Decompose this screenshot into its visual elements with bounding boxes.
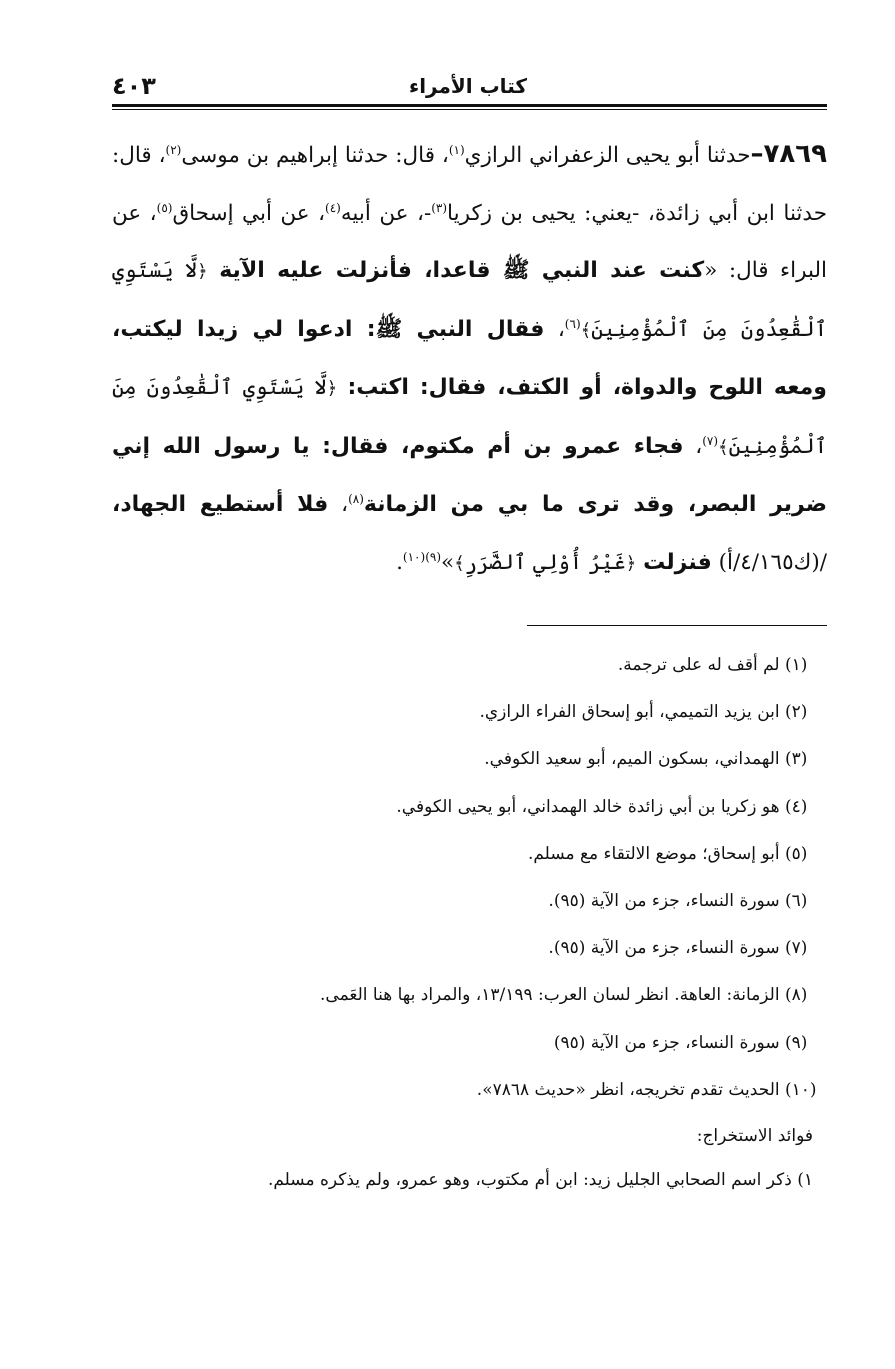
footnote-text: ابن يزيد التميمي، أبو إسحاق الفراء الرازي. bbox=[479, 702, 780, 723]
footnote-number: (٨) bbox=[785, 985, 808, 1006]
footnote-text: هو زكريا بن أبي زائدة خالد الهمداني، أبو يحيى الكوفي. bbox=[396, 796, 780, 817]
footnote-text: أبو إسحاق؛ موضع الالتقاء مع مسلم. bbox=[527, 843, 780, 864]
footnote-ref: (٧) bbox=[702, 433, 719, 448]
footnote-text: سورة النساء، جزء من الآية (٩٥). bbox=[548, 890, 780, 911]
full-stop: . bbox=[396, 549, 403, 575]
footnote-ref: (٦) bbox=[564, 316, 581, 331]
isnad-segment: -، عن أبيه bbox=[340, 200, 432, 226]
footnote-text: الهمداني، بسكون الميم، أبو سعيد الكوفي. bbox=[484, 749, 780, 770]
footnote-ref: (٨) bbox=[348, 491, 364, 506]
footnote-number: (٥) bbox=[785, 843, 808, 864]
footnote-item bbox=[112, 1020, 827, 1067]
footnote-number: (٤) bbox=[785, 796, 808, 817]
footnote-text: سورة النساء، جزء من الآية (٩٥). bbox=[548, 938, 780, 959]
footnote-item bbox=[112, 736, 827, 783]
hadith-text bbox=[112, 126, 827, 592]
footnote-item bbox=[112, 642, 827, 689]
footnote-item bbox=[112, 972, 827, 1019]
footnote-ref: (١) bbox=[448, 142, 465, 157]
footnote-ref: (٩) bbox=[425, 549, 442, 564]
quran-verse: لَّا يَسْتَوِي ٱلْقَٰعِدُونَ مِنَ ٱلْمُؤْمِنِينَ bbox=[112, 258, 827, 341]
isnad-segment: ، عن البراء قال: « bbox=[112, 200, 827, 283]
footnote-text: لم أقف له على ترجمة. bbox=[617, 655, 780, 675]
isnad-segment: ، عن أبي إسحاق bbox=[172, 200, 326, 226]
chapter-title: كتاب الأمراء bbox=[408, 74, 527, 98]
quran-bracket-close: ﴾ bbox=[718, 436, 729, 458]
fawaid-item: ١) ذكر اسم الصحابي الجليل زيد: ابن أم مكتوب، وهو عمرو، ولم يذكره مسلم. bbox=[267, 1169, 813, 1190]
hadith-number: ٧٨٦٩ bbox=[763, 139, 827, 169]
footnote-number: (٢) bbox=[785, 702, 808, 723]
footnote-ref: (٤) bbox=[325, 200, 341, 215]
quran-verse: غَيْرُ أُوْلِي ٱلضَّرَرِ bbox=[464, 549, 626, 574]
isnad-segment: حدثنا أبو يحيى الزعفراني الرازي bbox=[464, 143, 751, 168]
matn-bold: فقال النبي ﷺ: ادعوا لي زيدا ليكتب، ومعه اللوح والدواة، أو الكتف، فقال: اكتب: bbox=[112, 316, 827, 400]
footnote-ref: (٥) bbox=[156, 200, 173, 215]
quran-bracket-open: ﴿ bbox=[625, 552, 637, 574]
footnote-text: الزمانة: العاهة. انظر لسان العرب: ١٣/١٩٩، والمراد بها هنا العَمى. bbox=[320, 985, 780, 1006]
footnote-item bbox=[112, 831, 827, 878]
footnote-number: (٦) bbox=[785, 890, 808, 911]
quran-bracket-close: ﴾ bbox=[454, 552, 465, 574]
quran-bracket-close: ﴾ bbox=[580, 319, 592, 341]
header-rule-thick bbox=[112, 104, 827, 107]
footnote-separator bbox=[527, 625, 827, 626]
footnote-ref: (٣) bbox=[431, 200, 448, 215]
footnote-number: (٧) bbox=[785, 938, 808, 959]
separator: ، bbox=[683, 433, 703, 459]
matn-bold: فجاء عمرو بن أم مكتوم، فقال: يا رسول الله إني ضرير البصر، وقد ترى ما بي من الزمانة bbox=[112, 433, 827, 517]
header-rule-thin bbox=[112, 109, 827, 110]
footnote-item bbox=[112, 925, 827, 972]
isnad-segment: ، قال: حدثنا إبراهيم بن موسى bbox=[181, 143, 449, 168]
footnote-ref: (١٠) bbox=[402, 549, 426, 564]
footnote-number: (١) bbox=[785, 655, 808, 675]
separator: ، bbox=[544, 316, 565, 342]
matn-bold: فلا أستطيع الجهاد، bbox=[112, 492, 329, 517]
manuscript-ref: /(ك٤/١٦٥/أ) bbox=[711, 549, 827, 575]
matn-bold: فنزلت bbox=[643, 549, 712, 575]
footnote-item bbox=[112, 784, 827, 831]
footnote-number: (١٠) bbox=[785, 1079, 817, 1100]
isnad-segment: ، قال: حدثنا ابن أبي زائدة، -يعني: يحيى بن زكريا bbox=[112, 143, 827, 226]
fawaid-heading: فوائد الاستخراج: bbox=[696, 1125, 813, 1146]
footnotes bbox=[112, 642, 827, 1202]
matn-bold: كنت عند النبي ﷺ قاعدا، فأنزلت عليه الآية bbox=[219, 258, 705, 283]
footnote-item bbox=[112, 1067, 827, 1114]
footnote-number: (٩) bbox=[785, 1032, 808, 1053]
page-number: ٤٠٣ bbox=[112, 72, 156, 100]
quote-close: » bbox=[441, 549, 455, 575]
footnote-text: سورة النساء، جزء من الآية (٩٥) bbox=[553, 1032, 780, 1053]
hadith-dash: – bbox=[750, 139, 764, 169]
footnote-ref: (٢) bbox=[165, 142, 182, 157]
footnote-text: الحديث تقدم تخريجه، انظر «حديث ٧٨٦٨». bbox=[476, 1079, 780, 1100]
footnote-item bbox=[112, 689, 827, 736]
footnote-number: (٣) bbox=[785, 749, 808, 770]
page-header bbox=[112, 74, 827, 104]
quran-bracket-open: ﴿ bbox=[326, 378, 338, 399]
footnote-item bbox=[112, 878, 827, 925]
quran-verse: لَّا يَسْتَوِي ٱلْقَٰعِدُونَ مِنَ ٱلْمُؤْمِنِينَ bbox=[112, 375, 827, 458]
separator: ، bbox=[328, 492, 349, 517]
quran-bracket-open: ﴿ bbox=[197, 261, 208, 282]
